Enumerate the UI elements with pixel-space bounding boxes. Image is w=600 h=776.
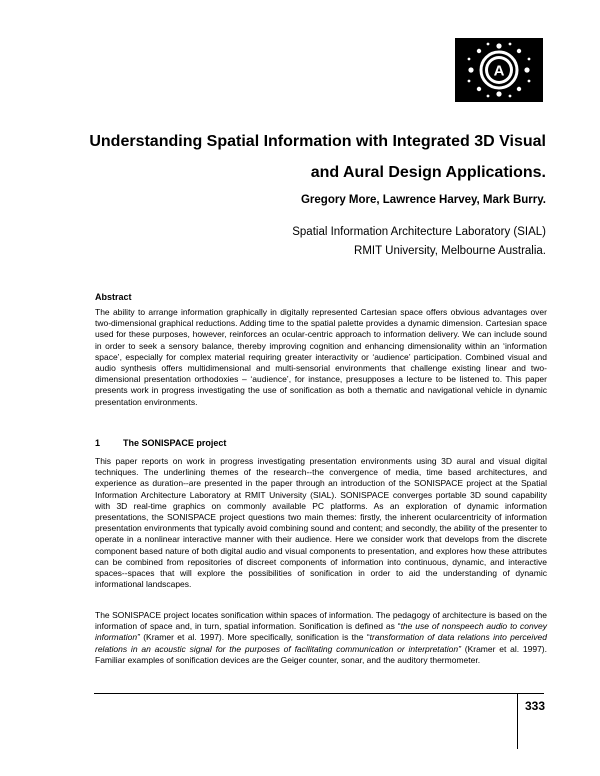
para2-quote-2: transformation of data relations into perceived relations in an acoustic signal for the purposes of facilitating communication or interpretation” [95, 632, 547, 654]
affiliation [292, 223, 546, 261]
section-heading [95, 438, 226, 448]
para2-quote-1: the use of nonspeech audio to convey information” [95, 621, 547, 643]
footer-rule [94, 693, 544, 694]
paper-title [60, 126, 546, 188]
authors: Gregory More, Lawrence Harvey, Mark Burry. [300, 194, 546, 206]
logo-letter: A [493, 62, 505, 80]
section-paragraph-2 [95, 610, 547, 666]
title-line-1: Understanding Spatial Information with Integrated 3D Visual [89, 133, 546, 150]
para2-text-a: The SONISPACE project locates sonification within spaces of information. The pedagogy of architecture is based on the information of space and, in turn, spatial information. Sonification is defined as “ [95, 610, 547, 632]
affiliation-line-1: Spatial Information Architecture Laboratory (SIAL) [292, 226, 546, 238]
para2-text-c: (Kramer et al. 1997). More specifically, sonification is the “ [139, 632, 370, 643]
section-number: 1 [95, 438, 101, 448]
title-line-2: and Aural Design Applications. [310, 164, 546, 181]
abstract-heading: Abstract [95, 292, 132, 302]
page-number: 333 [525, 699, 546, 713]
section-paragraph-1: This paper reports on work in progress investigating presentation environments using 3D aural and visual digital techniques. The underlining themes of the research--the convergence of media, time based architectures, and experience as duration--are presented in the paper through an introduction of the SONISPACE project at the Spatial Information Architecture Laboratory at RMIT University (SIAL). SONISPACE converges portable 3D sound capability with 3D real-time graphics on commonly available PC platforms. As an exploration of dynamic information presentations, the SONISPACE project questions two main themes: firstly, the inherent ocularcentricity of information presentation environments that typically avoid combining sound and content; and secondly, the ability of the presenter to operate in a nonlinear interactive manner with their audience. Here we consider work that develops from the discrete component based nature of both digital audio and visual components to presentation, and explores how these attributes can be combined from repositories of discreet components of information into continuous, dynamic, and interactive spaces--spaces that will explore the possibilities of sonification in order to aid the understanding of dynamic informational landscapes. [95, 456, 547, 590]
gear-logo-icon [455, 38, 543, 102]
abstract-text: The ability to arrange information graphically in digitally represented Cartesian space offers obvious advantages over two-dimensional graphical reductions. Adding time to the spatial palette provides a dynamic dimension. Cartesian space used for these purposes, however, reinforces an ocular-centric approach to information delivery. We can include sound in order to seek a sensory balance, thereby improving cognition and enhancing dimensionality within an ‘information space’, especially for complex material requiring greater interactivity or ‘audience’ participation. Combined visual and audio synthesis offers multidimensional and multi-sensorial environments that challenge existing linear and two-dimensional presentation orthodoxies – ‘audience’, for instance, presupposes a lecture to be listened to. This paper presents work in progress investigating the use of sonification as both a thematic and navigational vehicle in dynamic presentation environments. [95, 307, 547, 407]
section-title: The SONISPACE project [123, 438, 227, 448]
para2-text-e: (Kramer et al. 1997). Familiar examples of sonification devices are the Geiger counter, sonar, and the auditory thermometer. [95, 643, 547, 665]
journal-logo [455, 38, 543, 102]
footer-vertical-rule [517, 693, 518, 749]
affiliation-line-2: RMIT University, Melbourne Australia. [354, 245, 546, 257]
